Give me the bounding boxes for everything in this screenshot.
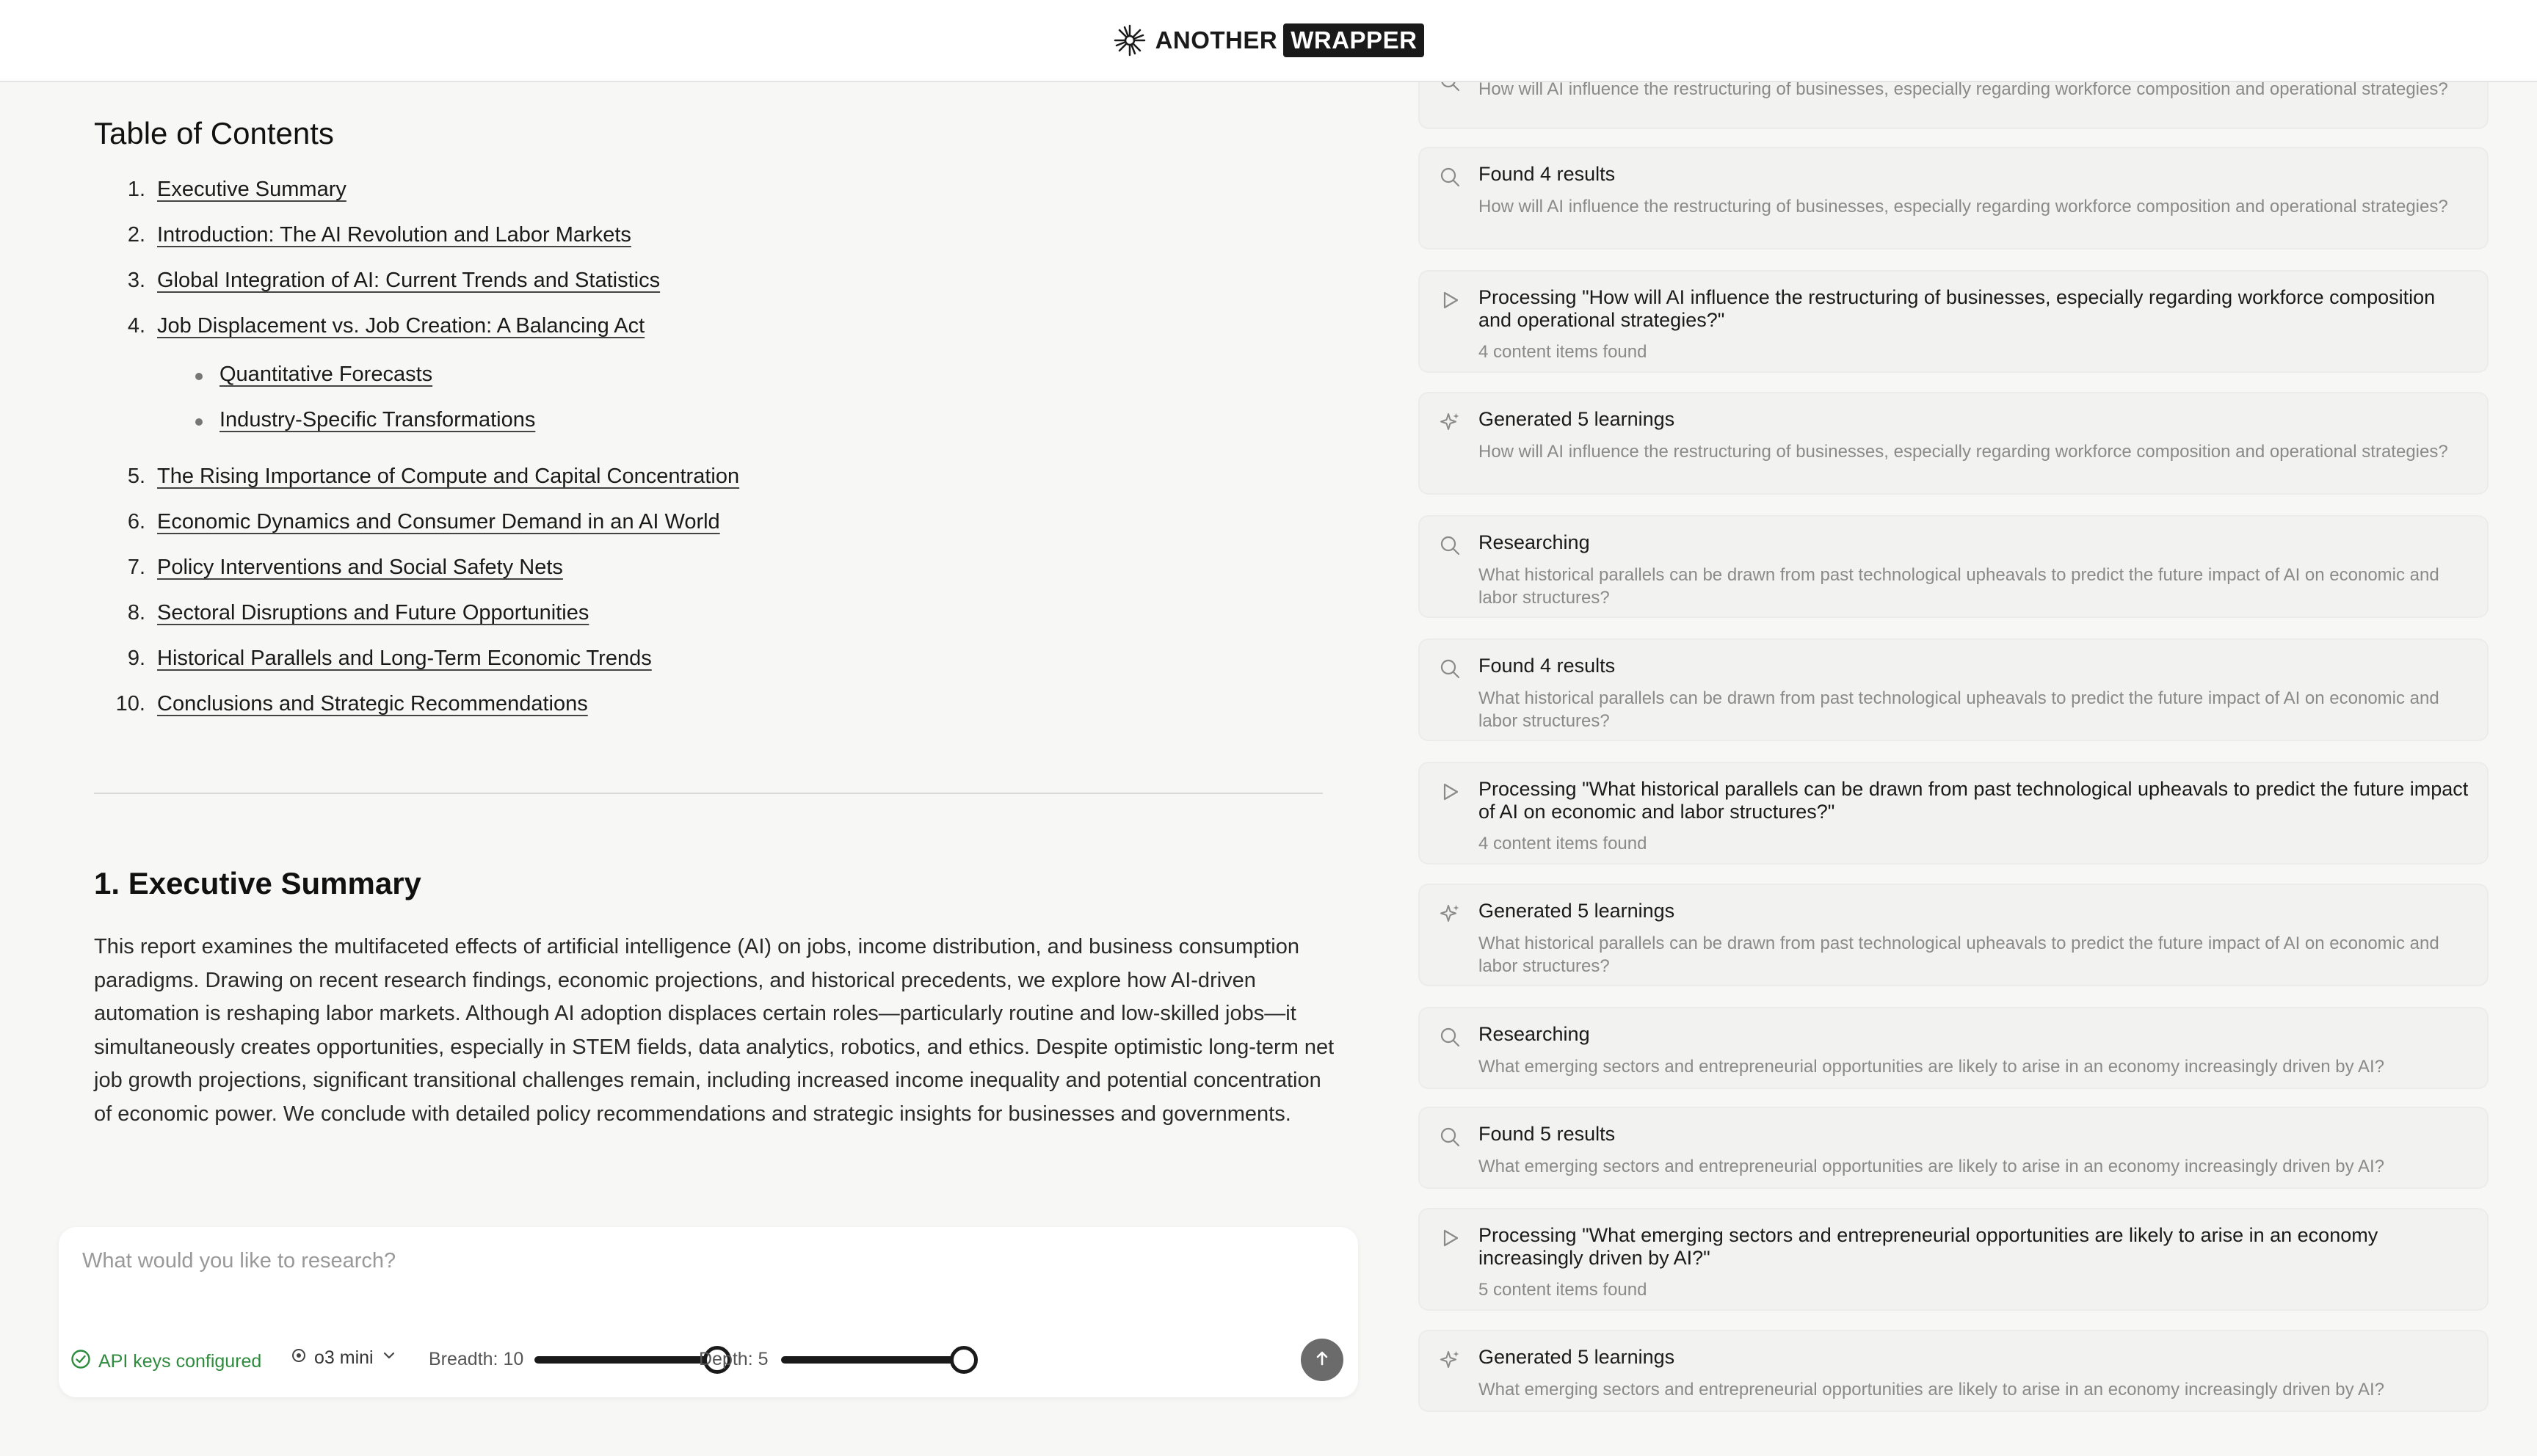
brand-name-secondary: WRAPPER [1283, 23, 1424, 57]
toc-number: 8. [127, 601, 145, 625]
activity-detail: What historical parallels can be drawn from past technological upheavals to predict the future impact of AI on economic and labor structures? [1478, 933, 2439, 976]
search-icon [1439, 82, 1461, 92]
activity-title: Generated 5 learnings [1478, 900, 1675, 922]
play-icon [1439, 1227, 1461, 1249]
toc-number: 2. [127, 223, 145, 247]
api-status-label: API keys configured [98, 1351, 262, 1372]
activity-card [1418, 884, 2489, 986]
research-input[interactable] [82, 1249, 1330, 1293]
brand-name-primary: ANOTHER [1155, 26, 1278, 54]
activity-detail: What historical parallels can be drawn from past technological upheavals to predict the future impact of AI on economic and labor structures? [1478, 565, 2439, 608]
play-icon [1439, 289, 1461, 311]
toc-link-global-integration[interactable]: Global Integration of AI: Current Trends and Statistics [157, 269, 661, 292]
activity-title: Researching [1478, 531, 1590, 553]
activity-detail: How will AI influence the restructuring of businesses, especially regarding workforce composition and operational strategies? [1478, 442, 2448, 462]
activity-detail: What historical parallels can be drawn from past technological upheavals to predict the future impact of AI on economic and labor structures? [1478, 688, 2439, 731]
activity-detail: 4 content items found [1478, 342, 1647, 362]
brand-logo[interactable] [1113, 23, 1425, 57]
toc-number: 9. [127, 647, 145, 670]
toc-number: 6. [127, 510, 145, 534]
activity-title: Processing "How will AI influence the restructuring of businesses, especially regarding workforce composition and operational strategies?" [1478, 286, 2436, 331]
breadth-label: Breadth: 10 [429, 1349, 524, 1369]
model-selector[interactable] [291, 1347, 397, 1369]
section-body: This report examines the multifaceted effects of artificial intelligence (AI) on jobs, income distribution, and business consumption paradigms. Drawing on recent research findings, economic projections, and historical precedents, we explore how AI-driven automation is reshaping labor markets. Although AI adoption displaces certain roles—particularly routine and low-skilled jobs—it simultaneously creates opportunities, especially in STEM fields, data analytics, robotics, and ethics. Despite optimistic long-term net job growth projections, significant transitional challenges remain, including increased income inequality and potential concentration of economic power. We conclude with detailed policy recommendations and strategic insights for businesses and governments. [94, 935, 1335, 1126]
sparkle-icon [1439, 1349, 1461, 1371]
activity-card [1418, 638, 2489, 741]
activity-card [1418, 1330, 2489, 1412]
activity-detail: 4 content items found [1478, 834, 1647, 853]
research-activity-panel [1418, 82, 2489, 1418]
chevron-down-icon [381, 1347, 397, 1369]
activity-card [1418, 1208, 2489, 1311]
activity-detail: What emerging sectors and entrepreneurial opportunities are likely to arise in an economy increasingly driven by AI? [1478, 1380, 2384, 1399]
search-icon [1439, 1126, 1461, 1148]
toc-number: 1. [127, 178, 145, 201]
section-title: 1. Executive Summary [94, 866, 421, 900]
api-key-status[interactable] [70, 1349, 261, 1375]
model-icon [291, 1347, 307, 1369]
slider-thumb[interactable] [950, 1346, 978, 1374]
bullet-icon [195, 418, 203, 426]
activity-card [1418, 762, 2489, 864]
activity-detail: How will AI influence the restructuring of businesses, especially regarding workforce composition and operational strategies? [1478, 197, 2448, 216]
slider-track [781, 1356, 964, 1364]
check-circle-icon [70, 1349, 91, 1375]
slider-track [534, 1356, 717, 1364]
section-divider [94, 793, 1323, 794]
arrow-up-icon [1313, 1349, 1332, 1372]
activity-detail: What emerging sectors and entrepreneurial opportunities are likely to arise in an economy increasingly driven by AI? [1478, 1157, 2384, 1176]
activity-card [1418, 392, 2489, 495]
toc-link-introduction[interactable]: Introduction: The AI Revolution and Labor Markets [157, 223, 631, 247]
depth-label: Depth: 5 [699, 1349, 769, 1369]
toc-link-economic-dynamics[interactable]: Economic Dynamics and Consumer Demand in an AI World [157, 510, 720, 534]
activity-detail: What emerging sectors and entrepreneurial opportunities are likely to arise in an economy increasingly driven by AI? [1478, 1057, 2384, 1077]
activity-title: Found 4 results [1478, 655, 1616, 677]
toc-number: 7. [127, 556, 145, 579]
toc-number: 10. [115, 692, 145, 716]
sparkle-icon [1439, 411, 1461, 433]
search-icon [1439, 658, 1461, 680]
research-composer [59, 1227, 1358, 1397]
play-icon [1439, 781, 1461, 803]
search-icon [1439, 166, 1461, 188]
depth-slider[interactable] [781, 1352, 979, 1368]
activity-card [1418, 1107, 2489, 1189]
toc-link-quantitative-forecasts[interactable]: Quantitative Forecasts [219, 363, 433, 386]
toc-link-historical-parallels[interactable]: Historical Parallels and Long-Term Economic Trends [157, 647, 652, 670]
activity-title: Found 5 results [1478, 1123, 1616, 1145]
toc-number: 4. [127, 314, 145, 338]
toc-link-industry-transformations[interactable]: Industry-Specific Transformations [219, 408, 536, 432]
activity-card [1418, 1007, 2489, 1089]
top-header [0, 0, 2537, 82]
activity-card [1418, 270, 2489, 373]
toc-title: Table of Contents [94, 116, 334, 150]
logo-icon [1113, 23, 1147, 57]
search-icon [1439, 534, 1461, 556]
activity-title: Generated 5 learnings [1478, 1346, 1675, 1368]
toc-number: 3. [127, 269, 145, 292]
search-icon [1439, 1026, 1461, 1048]
activity-detail: 5 content items found [1478, 1280, 1647, 1300]
toc-link-sectoral-disruptions[interactable]: Sectoral Disruptions and Future Opportunities [157, 601, 589, 625]
model-name: o3 mini [314, 1347, 374, 1368]
toc-link-policy-interventions[interactable]: Policy Interventions and Social Safety Nets [157, 556, 563, 579]
activity-card [1418, 515, 2489, 618]
activity-title: Researching [1478, 1023, 1590, 1045]
activity-detail: How will AI influence the restructuring of businesses, especially regarding workforce composition and operational strategies? [1478, 82, 2448, 99]
activity-title: Found 4 results [1478, 163, 1616, 185]
submit-button[interactable] [1301, 1339, 1343, 1381]
activity-title: Processing "What emerging sectors and entrepreneurial opportunities are likely to arise in an economy increasingly driven by AI?" [1478, 1224, 2378, 1269]
sparkle-icon [1439, 903, 1461, 925]
toc-link-executive-summary[interactable]: Executive Summary [157, 178, 346, 201]
activity-title: Processing "What historical parallels can be drawn from past technological upheavals to predict the future impact of AI on economic and labor structures?" [1478, 778, 2469, 823]
activity-card [1418, 82, 2489, 129]
activity-card [1418, 147, 2489, 250]
toc-link-conclusions[interactable]: Conclusions and Strategic Recommendations [157, 692, 588, 716]
bullet-icon [195, 373, 203, 380]
toc-link-job-displacement[interactable]: Job Displacement vs. Job Creation: A Balancing Act [157, 314, 645, 338]
toc-link-compute-capital[interactable]: The Rising Importance of Compute and Capital Concentration [157, 465, 740, 488]
activity-title: Generated 5 learnings [1478, 408, 1675, 430]
toc-number: 5. [127, 465, 145, 488]
